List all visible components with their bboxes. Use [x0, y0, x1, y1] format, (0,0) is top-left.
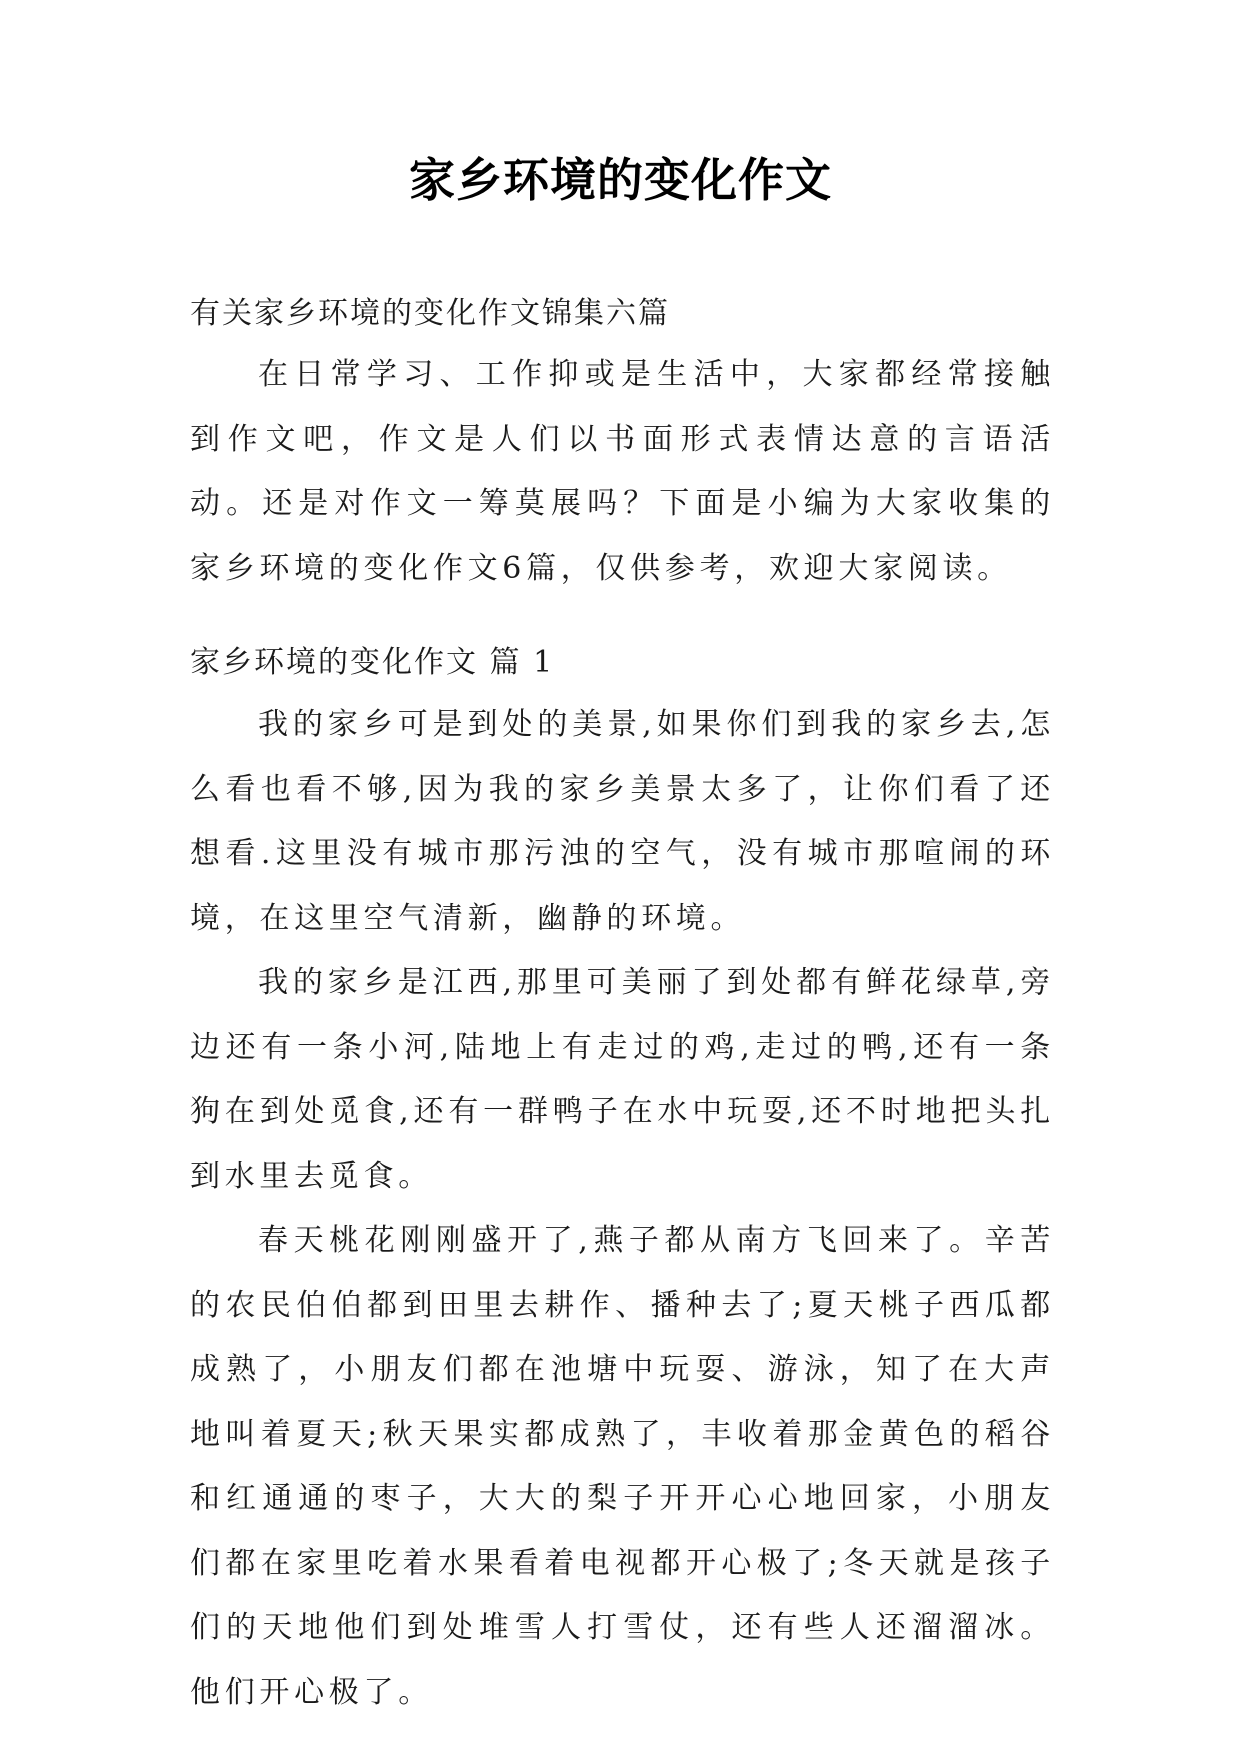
- body-paragraph: 春天桃花刚刚盛开了,燕子都从南方飞回来了。辛苦的农民伯伯都到田里去耕作、播种去了;夏天桃子西瓜都成熟了，小朋友们都在池塘中玩耍、游泳，知了在大声地叫着夏天;秋天果实都成熟了，丰收着那金黄色的稻谷和红通通的枣子，大大的梨子开开心心地回家，小朋友们都在家里吃着水果看着电视都开心极了;冬天就是孩子们的天地他们到处堆雪人打雪仗，还有些人还溜溜冰。他们开心极了。: [190, 1223, 1055, 1710]
- body-paragraph: 我的家乡是江西,那里可美丽了到处都有鲜花绿草,旁边还有一条小河,陆地上有走过的鸡,走过的鸭,还有一条狗在到处觅食,还有一群鸭子在水中玩耍,还不时地把头扎到水里去觅食。: [190, 965, 1055, 1194]
- document-subtitle: 有关家乡环境的变化作文锦集六篇: [190, 296, 670, 331]
- section-heading: 家乡环境的变化作文 篇 1: [190, 645, 555, 680]
- intro-paragraph: 在日常学习、工作抑或是生活中，大家都经常接触到作文吧，作文是人们以书面形式表情达意的言语活动。还是对作文一筹莫展吗？下面是小编为大家收集的家乡环境的变化作文6篇，仅供参考，欢迎大家阅读。: [190, 357, 1055, 586]
- essay-body: [190, 693, 1055, 1725]
- body-paragraph: 我的家乡可是到处的美景,如果你们到我的家乡去,怎么看也看不够,因为我的家乡美景太多了，让你们看了还想看.这里没有城市那污浊的空气，没有城市那喧闹的环境，在这里空气清新，幽静的环境。: [190, 707, 1055, 936]
- intro-block: [190, 343, 1055, 601]
- document-title: 家乡环境的变化作文: [409, 153, 832, 207]
